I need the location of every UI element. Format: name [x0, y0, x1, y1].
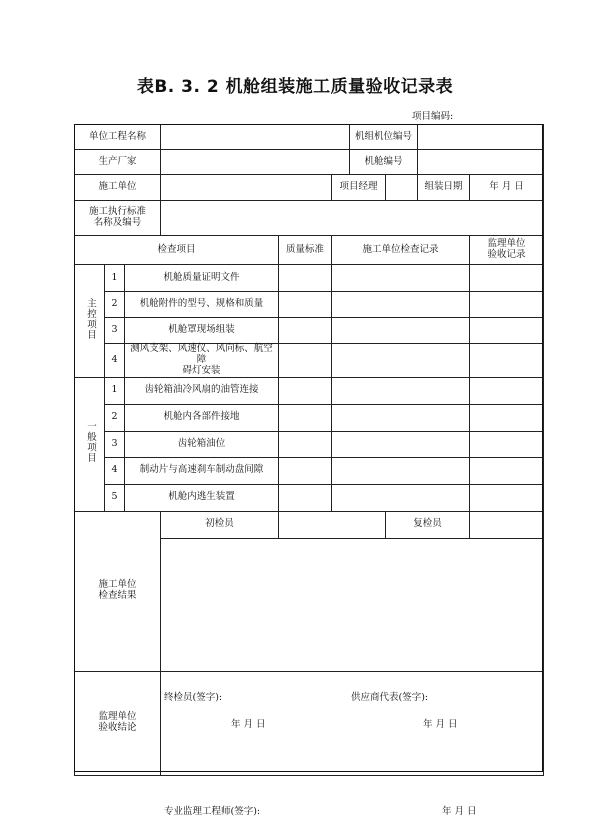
- acceptance-form: [74, 124, 544, 818]
- construction-result-label-line2: 检查结果: [98, 590, 137, 602]
- quality-standard-cell[interactable]: [279, 344, 332, 378]
- general-item-text: 齿轮箱油冷风扇的油管连接: [125, 377, 279, 404]
- nacelle-no-label: 机舱编号: [350, 150, 418, 175]
- quality-standard-cell[interactable]: [279, 292, 332, 318]
- main-item-no: 2: [105, 292, 125, 318]
- main-items-label: 主控项目: [84, 297, 96, 340]
- supervision-date: 年 月 日: [442, 806, 477, 818]
- re-inspector-field[interactable]: [470, 511, 544, 538]
- initial-inspector-label: 初检员: [161, 511, 279, 538]
- main-item-text: 机舱罩现场组装: [125, 318, 279, 344]
- general-item-text: 齿轮箱油位: [125, 431, 279, 457]
- construction-check-cell[interactable]: [332, 344, 470, 378]
- final-inspector-date: 年 月 日: [231, 718, 266, 730]
- general-item-no: 2: [105, 404, 125, 431]
- inspection-item-heading: 检查项目: [75, 236, 279, 265]
- general-item-no: 1: [105, 377, 125, 404]
- general-item-no: 5: [105, 484, 125, 511]
- supervisor-record-cell[interactable]: [470, 265, 544, 292]
- general-items-group: [75, 377, 105, 511]
- quality-standard-heading: 质量标准: [279, 236, 332, 265]
- construction-check-cell[interactable]: [332, 431, 470, 457]
- quality-standard-cell[interactable]: [279, 265, 332, 292]
- general-item-text: 制动片与高速刹车制动盘间隙: [125, 457, 279, 484]
- quality-standard-cell[interactable]: [279, 318, 332, 344]
- supervisor-record-cell[interactable]: [470, 431, 544, 457]
- construction-check-cell[interactable]: [332, 484, 470, 511]
- manufacturer-field[interactable]: [161, 150, 350, 175]
- main-item-no: 3: [105, 318, 125, 344]
- main-item-text: 机舱附件的型号、规格和质量: [125, 292, 279, 318]
- construction-check-cell[interactable]: [332, 404, 470, 431]
- construction-check-cell[interactable]: [332, 265, 470, 292]
- construction-result-label-line1: 施工单位: [98, 579, 137, 591]
- main-item-text: [125, 344, 279, 378]
- main-item-text: 机舱质量证明文件: [125, 265, 279, 292]
- supervision-label-cell: [75, 671, 161, 775]
- construction-unit-label: 施工单位: [75, 175, 161, 201]
- manufacturer-label: 生产厂家: [75, 150, 161, 175]
- supervision-conclusion-body[interactable]: [161, 671, 544, 818]
- supervisor-record-cell[interactable]: [470, 404, 544, 431]
- assembly-date-field[interactable]: 年 月 日: [470, 175, 544, 201]
- main-items-group: [75, 265, 105, 378]
- construction-result-label-cell: [75, 511, 161, 671]
- supervisor-heading-line2: 验收记录: [487, 249, 526, 260]
- page-title: 表B. 3. 2 机舱组装施工质量验收记录表: [136, 77, 454, 97]
- quality-standard-cell[interactable]: [279, 404, 332, 431]
- quality-standard-cell[interactable]: [279, 431, 332, 457]
- construction-unit-field[interactable]: [161, 175, 332, 201]
- supplier-rep-date: 年 月 日: [423, 718, 458, 730]
- quality-standard-cell[interactable]: [279, 377, 332, 404]
- supervisor-record-cell[interactable]: [470, 377, 544, 404]
- project-manager-field[interactable]: [386, 175, 418, 201]
- main-item-no: 4: [105, 344, 125, 378]
- general-item-no: 3: [105, 431, 125, 457]
- supervisor-heading-line1: 监理单位: [487, 238, 526, 250]
- standard-label-line2: 名称及编号: [93, 217, 142, 228]
- project-manager-label: 项目经理: [332, 175, 386, 201]
- quality-standard-cell[interactable]: [279, 484, 332, 511]
- supervisor-record-cell[interactable]: [470, 457, 544, 484]
- main-item-text-line1: 测风支架、风速仪、风向标、航空障: [130, 343, 273, 365]
- construction-check-cell[interactable]: [332, 457, 470, 484]
- assembly-date-label: 组装日期: [418, 175, 470, 201]
- turbine-position-no-label: 机组机位编号: [350, 125, 418, 150]
- project-code-label: 项目编码:: [412, 111, 454, 122]
- re-inspector-label: 复检员: [386, 511, 470, 538]
- construction-result-body[interactable]: [161, 538, 544, 730]
- main-item-no: 1: [105, 265, 125, 292]
- supervisor-record-cell[interactable]: [470, 484, 544, 511]
- general-items-label: 一般项目: [84, 421, 96, 464]
- standard-field[interactable]: [161, 201, 544, 236]
- initial-inspector-field[interactable]: [279, 511, 386, 538]
- unit-project-name-field[interactable]: [161, 125, 350, 150]
- construction-check-heading: 施工单位检查记录: [332, 236, 470, 265]
- final-inspector-label: 终检员(签字):: [164, 691, 223, 703]
- general-item-text: 机舱内逃生装置: [125, 484, 279, 511]
- construction-check-cell[interactable]: [332, 292, 470, 318]
- supervision-label-line1: 监理单位: [98, 711, 137, 723]
- nacelle-no-field[interactable]: [418, 150, 544, 175]
- construction-check-cell[interactable]: [332, 318, 470, 344]
- general-item-no: 4: [105, 457, 125, 484]
- turbine-position-no-field[interactable]: [418, 125, 544, 150]
- construction-check-cell[interactable]: [332, 377, 470, 404]
- standard-label-line1: 施工执行标准: [88, 206, 146, 218]
- supervisor-record-cell[interactable]: [470, 344, 544, 378]
- supervisor-record-heading: [470, 236, 544, 265]
- standard-label: [75, 201, 161, 236]
- supervisor-record-cell[interactable]: [470, 318, 544, 344]
- supplier-rep-label: 供应商代表(签字):: [351, 691, 429, 703]
- supervisor-record-cell[interactable]: [470, 292, 544, 318]
- supervision-label-line2: 验收结论: [98, 722, 137, 734]
- general-item-text: 机舱内各部件接地: [125, 404, 279, 431]
- supervising-engineer-label: 专业监理工程师(签字):: [164, 806, 261, 818]
- main-item-text-line2: 碍灯安装: [182, 364, 221, 376]
- unit-project-name-label: 单位工程名称: [75, 125, 161, 150]
- quality-standard-cell[interactable]: [279, 457, 332, 484]
